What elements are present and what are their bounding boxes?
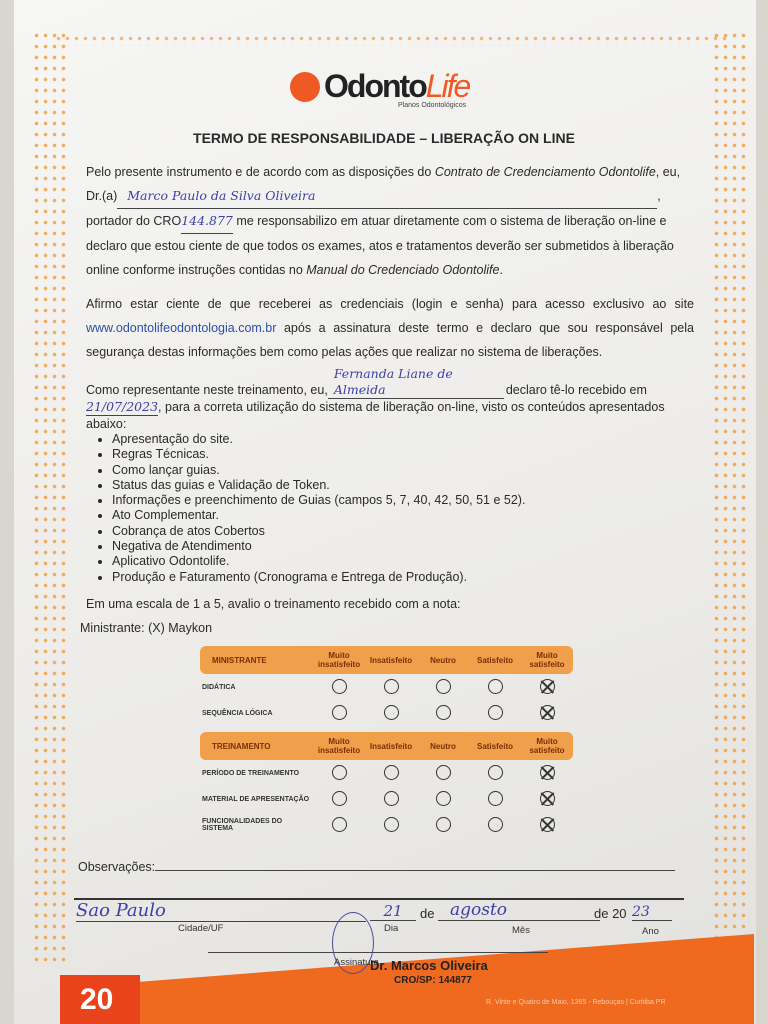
logo-accent: Life <box>425 68 470 104</box>
scale-header: Neutro <box>417 646 469 674</box>
rating-radio[interactable] <box>436 791 451 806</box>
rating-radio[interactable] <box>384 679 399 694</box>
rating-radio[interactable] <box>332 705 347 720</box>
rating-radio[interactable] <box>436 765 451 780</box>
rating-radio[interactable] <box>540 817 555 832</box>
rating-radio[interactable] <box>540 765 555 780</box>
scale-header: Neutro <box>417 732 469 760</box>
rating-radio[interactable] <box>384 791 399 806</box>
scale-header: Insatisfeito <box>365 646 417 674</box>
rating-radio[interactable] <box>384 817 399 832</box>
topic-item: • Apresentação do site. <box>112 432 525 447</box>
rating-radio[interactable] <box>332 679 347 694</box>
day-label: Dia <box>384 923 399 934</box>
text: Dr.(a) <box>86 189 118 203</box>
signer-cro: CRO/SP: 144877 <box>394 975 472 986</box>
table-row <box>200 812 573 838</box>
decorative-dots-top <box>54 34 726 46</box>
criterion-label: PERÍODO DE TREINAMENTO <box>202 769 300 777</box>
logo-mark-icon <box>290 72 320 102</box>
scale-header: Muito satisfeito <box>521 646 573 674</box>
badge-text: 20 <box>80 983 114 1016</box>
ministrante-line <box>80 616 688 640</box>
text: de 20 <box>594 906 627 921</box>
city-label: Cidade/UF <box>178 923 224 934</box>
anniversary-badge <box>60 975 140 1024</box>
topic-item: • Como lançar guias. <box>112 463 525 478</box>
scale-header: Muito insatisfeito <box>313 646 365 674</box>
text: após a assinatura deste termo e declaro que sou responsável pela segurança destas informações bem como pelas ações que realizar no sistema de liberações. <box>86 321 694 359</box>
rating-radio[interactable] <box>488 817 503 832</box>
criterion-label: MATERIAL DE APRESENTAÇÃO <box>202 795 310 803</box>
table-row <box>200 674 573 700</box>
scale-instruction: Em uma escala de 1 a 5, avalio o treinamento recebido com a nota: <box>86 597 461 611</box>
topic-item: • Cobrança de atos Cobertos <box>112 524 525 539</box>
rating-radio[interactable] <box>488 679 503 694</box>
topic-item: • Regras Técnicas. <box>112 447 525 462</box>
day-field[interactable]: 21 <box>370 902 416 921</box>
training-rating-table <box>200 732 573 838</box>
contract-name: Contrato de Credenciamento Odontolife <box>434 165 656 179</box>
table-row <box>200 786 573 812</box>
signature-label: Assinatura <box>334 957 379 968</box>
text: declaro tê-lo recebido em <box>505 383 647 397</box>
ministrante-name: Maykon <box>168 621 213 635</box>
observations-field[interactable] <box>155 870 675 871</box>
criterion-label: SEQUÊNCIA LÓGICA <box>202 709 273 717</box>
rating-radio[interactable] <box>436 679 451 694</box>
observations-label: Observações: <box>78 860 156 874</box>
footer-address: R. Vinte e Quatro de Maio, 1365 - Rebouças | Curitiba PR <box>486 999 666 1006</box>
text: de <box>420 906 435 921</box>
rating-radio[interactable] <box>488 705 503 720</box>
year-field[interactable]: 23 <box>632 904 672 921</box>
odontolife-logo <box>290 68 470 109</box>
text: , para a correta utilização do sistema de liberação on-line, visto os conteúdos apresentados abaixo: <box>86 400 665 431</box>
table-title: MINISTRANTE <box>200 646 313 674</box>
text: Pelo presente instrumento e de acordo com as disposições do <box>86 165 435 179</box>
topic-item: • Ato Complementar. <box>112 508 525 523</box>
month-label: Mês <box>512 925 530 936</box>
rating-radio[interactable] <box>488 791 503 806</box>
topic-item: • Negativa de Atendimento <box>112 539 525 554</box>
rating-radio[interactable] <box>436 705 451 720</box>
logo-tagline: Planos Odontológicos <box>398 102 467 109</box>
text: Afirmo estar ciente de que receberei as credenciais (login e senha) para acesso exclusivo ao site <box>86 297 694 311</box>
paragraph-3 <box>86 366 694 432</box>
paragraph-1: Pelo presente instrumento e de acordo com as disposições do Contrato de Credenciamento Odontolife, eu, Dr.(a) Marco Paulo da Silva Oliveira , portador do CRO144.877 me responsabilizo em atuar diretamente com o sistema de liberação on-line e declaro que estou ciente de que todos os exames, atos e tratamentos deverão ser submetidos à liberação online conforme instruções contidas no Manual do Credenciado Odontolife. <box>86 165 681 277</box>
text: , eu, <box>655 165 681 179</box>
document-title: TERMO DE RESPONSABILIDADE – LIBERAÇÃO ON LINE <box>193 130 575 146</box>
table-title: TREINAMENTO <box>200 732 313 760</box>
representative-name-field[interactable]: Fernanda Liane de Almeida <box>328 366 504 399</box>
rating-radio[interactable] <box>384 705 399 720</box>
criterion-label: FUNCIONALIDADES DO SISTEMA <box>202 818 283 832</box>
scale-header: Insatisfeito <box>365 732 417 760</box>
decorative-dots-left <box>32 30 66 964</box>
rating-radio[interactable] <box>540 705 555 720</box>
rating-radio[interactable] <box>540 791 555 806</box>
rating-radio[interactable] <box>332 765 347 780</box>
text: Como representante neste treinamento, eu, <box>86 383 328 397</box>
rating-radio[interactable] <box>332 791 347 806</box>
text: portador do CRO <box>86 214 182 228</box>
table-row <box>200 760 573 786</box>
scale-header: Muito insatisfeito <box>313 732 365 760</box>
rating-radio[interactable] <box>384 765 399 780</box>
manual-name: Manual do Credenciado Odontolife <box>306 263 500 277</box>
training-date-field[interactable]: 21/07/2023 <box>86 399 159 414</box>
table-header <box>200 646 573 674</box>
dentist-name-field[interactable]: Marco Paulo da Silva Oliveira <box>117 184 657 209</box>
cro-field[interactable]: 144.877 <box>181 209 233 234</box>
text: Ministrante: <box>80 621 145 635</box>
text: me responsabilizo em atuar diretamente com o sistema de liberação on-line e declaro que estou ciente de que todos os exames, atos e tratamentos deverão ser submetidos à liberação online conforme instruções contidas no <box>86 214 674 277</box>
scale-header: Satisfeito <box>469 646 521 674</box>
topics-list <box>90 432 525 585</box>
table-row <box>200 700 573 726</box>
paragraph-2 <box>86 292 694 364</box>
table-header <box>200 732 573 760</box>
scale-header: Muito satisfeito <box>521 732 573 760</box>
decorative-dots-right <box>712 30 746 964</box>
topic-item: • Informações e preenchimento de Guias (campos 5, 7, 40, 42, 50, 51 e 52). <box>112 493 525 508</box>
ministrante-checkbox[interactable]: (X) <box>148 621 165 635</box>
topic-item: • Aplicativo Odontolife. <box>112 554 525 569</box>
observations-line <box>78 855 678 879</box>
ministrante-rating-table <box>200 646 573 726</box>
rating-radio[interactable] <box>436 817 451 832</box>
scale-header: Satisfeito <box>469 732 521 760</box>
rating-radio[interactable] <box>332 817 347 832</box>
year-label: Ano <box>642 926 659 937</box>
logo-name: Odonto <box>324 68 426 104</box>
criterion-label: DIDÁTICA <box>202 683 236 691</box>
text: . <box>499 263 503 277</box>
city-field[interactable]: Sao Paulo <box>76 900 366 922</box>
signer-name: Dr. Marcos Oliveira <box>370 958 488 973</box>
rating-radio[interactable] <box>488 765 503 780</box>
signature-line <box>208 952 548 953</box>
rating-radio[interactable] <box>540 679 555 694</box>
month-field[interactable]: agosto <box>438 900 600 921</box>
topic-item: • Status das guias e Validação de Token. <box>112 478 525 493</box>
topic-item: • Produção e Faturamento (Cronograma e Entrega de Produção). <box>112 570 525 585</box>
site-link[interactable]: www.odontolifeodontologia.com.br <box>86 321 277 335</box>
